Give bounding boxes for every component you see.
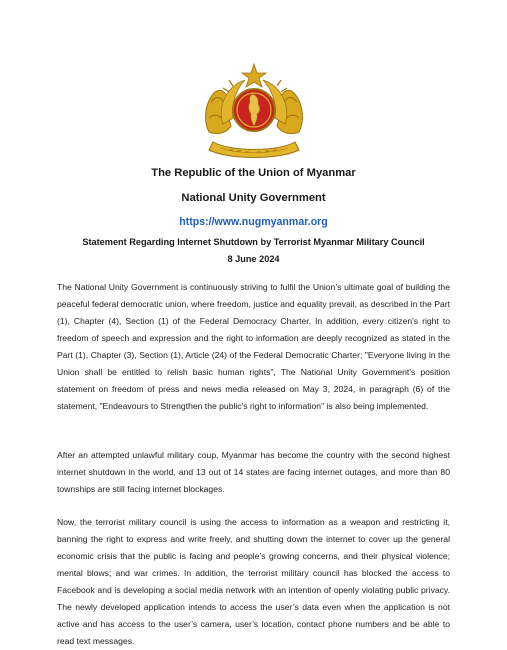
state-emblem-icon [201, 62, 307, 160]
body-paragraph-3: Now, the terrorist military council is using the access to information as a weapon and restricting it, banning the right to express and write freely, and shutting down the internet to cover up the general economic crisis that the public is facing and people’s growing concerns, and their physical violence; mental blows; and war crimes. In addition, the terrorist military council has blocked the access to Facebook and is developing a social media network with an intention of openly violating public privacy. The newly developed application intends to access the user’s data even when the application is not active and has access to the user’s camera, user’s location, contact phone numbers and be able to read text messages. [57, 517, 450, 646]
website-link[interactable]: https://www.nugmyanmar.org [179, 216, 328, 228]
government-title: National Unity Government [181, 192, 326, 204]
body-paragraph-1: The National Unity Government is continuously striving to fulfil the Union’s ultimate goal of building the peaceful federal democratic union, where freedom, justice and equality prevail, as described in the Part (1), Chapter (4), Section (1) of the Federal Democracy Charter. In addition, every citizen's right to freedom of speech and expression and the right to information are deeply recognized as stated in the Part (1), Chapter (3), Section (1), Article (24) of the Federal Democratic Charter; "Everyone living in the Union shall be entitled to relish basic human rights", The National Unity Government's position statement on freedom of press and news media released on May 3, 2024, in paragraph (6) of the statement, "Endeavours to Strengthen the public's right to information" is also being implemented. [57, 282, 450, 411]
statement-date: 8 June 2024 [227, 254, 280, 264]
body-paragraph-2: After an attempted unlawful military coup, Myanmar has become the country with the second highest internet shutdown in the world, and 13 out of 14 states are facing internet outages, and more than 80 townships are still facing internet blockages. [57, 450, 450, 494]
ribbon-shape [209, 142, 299, 158]
republic-title: The Republic of the Union of Myanmar [151, 167, 356, 179]
statement-title: Statement Regarding Internet Shutdown by Terrorist Myanmar Military Council [82, 237, 425, 247]
star-shape [242, 64, 266, 87]
